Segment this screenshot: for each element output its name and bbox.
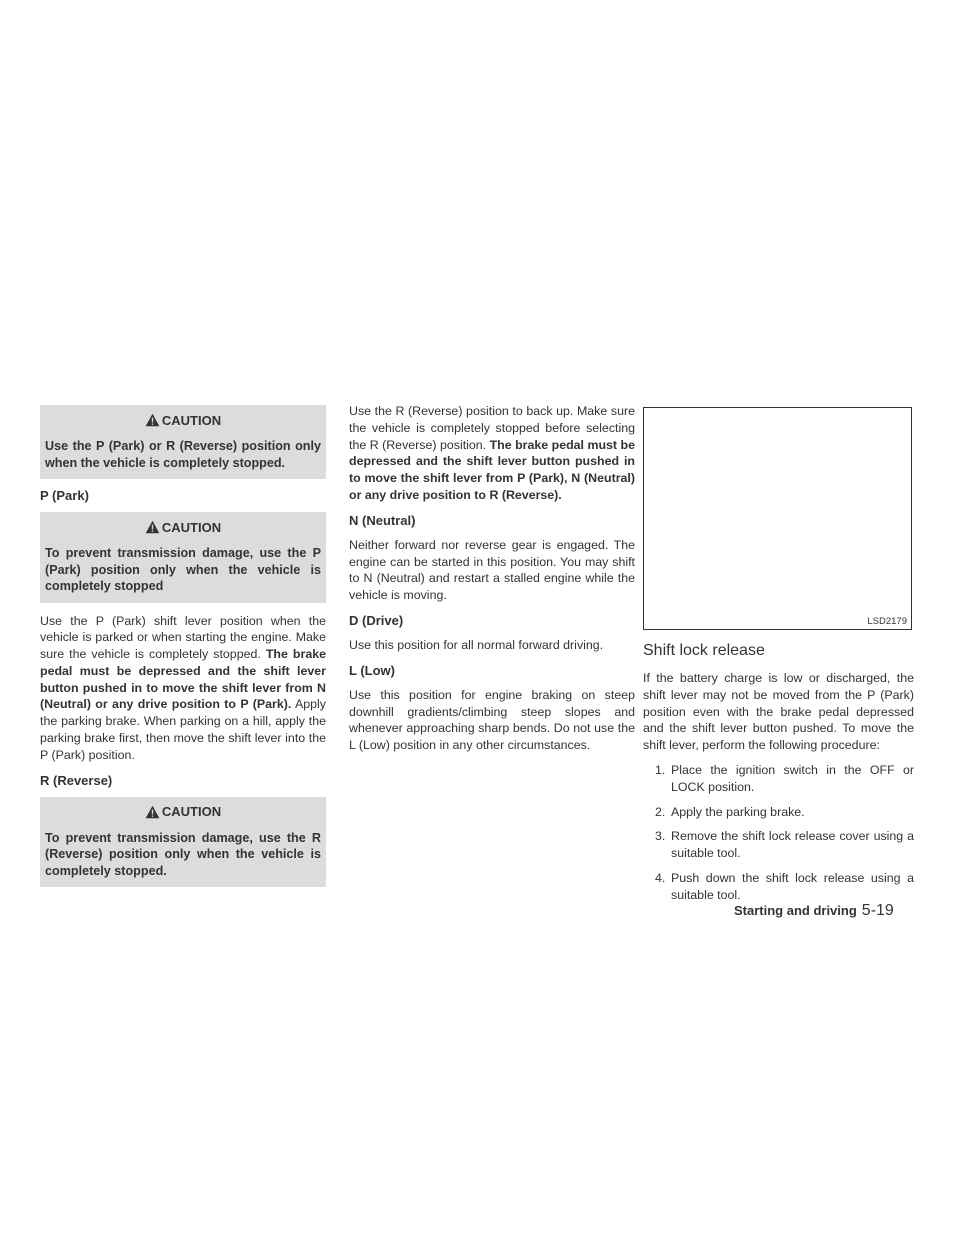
- reverse-paragraph: [349, 403, 635, 504]
- list-item: [643, 762, 914, 796]
- park-text-b: Apply the parking brake. When parking on a hill, apply the parking brake first, then move the shift lever into the P (Park) position.: [40, 697, 326, 762]
- list-item: [643, 804, 914, 821]
- step-text: Push down the shift lock release using a suitable tool.: [671, 870, 914, 902]
- park-text-a: Use the P (Park) shift lever position when the vehicle is parked or when starting the engine. Make sure the vehicle is completely stopped.: [40, 613, 326, 662]
- park-paragraph: [40, 613, 326, 764]
- drive-heading: D (Drive): [349, 612, 404, 628]
- list-item: [643, 828, 914, 862]
- warning-triangle-icon: [145, 413, 160, 427]
- warning-triangle-icon: [145, 520, 160, 534]
- low-paragraph: Use this position for engine braking on steep downhill gradients/climbing steep slopes and whenever approaching sharp bends. Do not use the L (Low) position in any other circumstances.: [349, 687, 635, 753]
- page-footer: [734, 902, 894, 920]
- caution-text: To prevent transmission damage, use the R (Reverse) position only when the vehicle is completely stopped.: [45, 830, 321, 878]
- caution-box: [40, 512, 326, 603]
- low-heading: L (Low): [349, 662, 395, 678]
- reverse-heading: R (Reverse): [40, 772, 113, 788]
- caution-text: To prevent transmission damage, use the P (Park) position only when the vehicle is completely stopped: [45, 546, 321, 593]
- drive-paragraph: Use this position for all normal forward driving.: [349, 637, 604, 652]
- park-heading: P (Park): [40, 488, 89, 503]
- column-right: [643, 405, 914, 912]
- warning-triangle-icon: [145, 805, 160, 819]
- footer-section: Starting and driving: [734, 903, 857, 918]
- neutral-heading: N (Neutral): [349, 512, 416, 528]
- step-text: Apply the parking brake.: [671, 804, 805, 819]
- procedure-list: [643, 762, 914, 904]
- reverse-text-bold: The brake pedal must be depressed and the shift lever button pushed in to move the shift lever from P (Park), N (Neutral) or any drive position to R (Reverse).: [349, 437, 635, 502]
- figure-placeholder: [643, 407, 912, 630]
- step-number: 1.: [655, 762, 666, 777]
- step-number: 4.: [655, 870, 666, 885]
- caution-box: [40, 797, 326, 888]
- caution-label: CAUTION: [161, 412, 222, 428]
- reverse-text-a: Use the R (Reverse) position to back up. Make sure the vehicle is completely stopped before selecting the R (Reverse) position.: [349, 404, 635, 452]
- column-left: [40, 405, 326, 887]
- step-number: 3.: [655, 829, 666, 844]
- step-text: Remove the shift lock release cover using a suitable tool.: [671, 829, 914, 861]
- caution-header: [45, 410, 321, 430]
- neutral-paragraph: Neither forward nor reverse gear is engaged. The engine can be started in this position. You may shift to N (Neutral) and restart a stalled engine while the vehicle is moving.: [349, 537, 635, 603]
- caution-box: [40, 405, 326, 479]
- page-number: 5-19: [861, 902, 894, 919]
- caution-header: [45, 517, 321, 537]
- shift-lock-intro: If the battery charge is low or discharged, the shift lever may not be moved from the P (Park) position even with the brake pedal depressed and the shift lever button pushed. To move the shift lever, perform the following procedure:: [643, 671, 914, 753]
- section-title: Shift lock release: [643, 642, 765, 659]
- park-text-bold: The brake pedal must be depressed and the shift lever button pushed in to move the shift lever from N (Neutral) or any drive position to P (Park).: [40, 647, 326, 712]
- step-number: 2.: [655, 804, 666, 819]
- caution-text: Use the P (Park) or R (Reverse) position only when the vehicle is completely stopped.: [45, 439, 321, 470]
- column-middle: [349, 405, 635, 762]
- step-text: Place the ignition switch in the OFF or LOCK position.: [671, 762, 914, 794]
- caution-label: CAUTION: [161, 804, 222, 820]
- caution-header: [45, 802, 321, 822]
- list-item: [643, 870, 914, 904]
- caution-label: CAUTION: [161, 519, 222, 535]
- figure-code: LSD2179: [867, 616, 907, 627]
